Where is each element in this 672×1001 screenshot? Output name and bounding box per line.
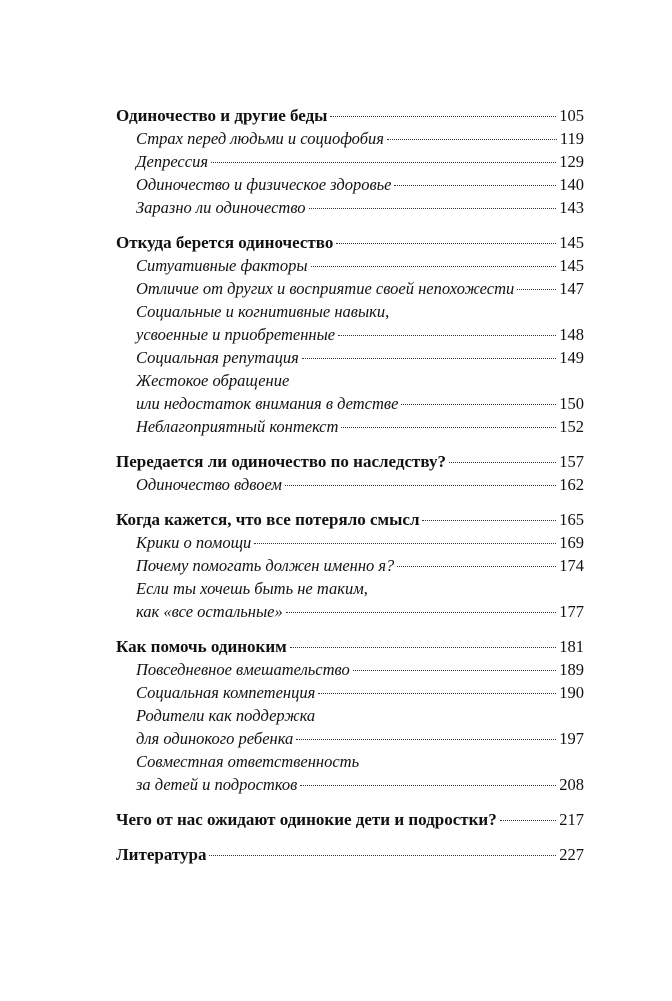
chapter-title: Литература (116, 845, 207, 864)
subsection-title: Крики о помощи (136, 533, 252, 552)
subsection-title: Заразно ли одиночество (136, 198, 306, 217)
dot-leader (330, 116, 556, 117)
dot-leader (302, 358, 557, 359)
subsection-title: за детей и подростков (136, 775, 298, 794)
subsection-title: Совместная ответственность (136, 752, 360, 771)
dot-leader (209, 855, 556, 856)
toc-subsection-entry[interactable] (116, 323, 584, 346)
dot-leader (285, 485, 556, 486)
toc-subsection-entry[interactable] (116, 577, 584, 600)
toc-subsection-entry[interactable] (116, 658, 584, 681)
page-number: 145 (559, 256, 584, 275)
toc-section (116, 231, 584, 438)
toc-subsection-entry[interactable] (116, 346, 584, 369)
page-number: 149 (559, 348, 584, 367)
page-number: 169 (559, 533, 584, 552)
dot-leader (387, 139, 557, 140)
toc-subsection-entry[interactable] (116, 127, 584, 150)
page-number: 174 (559, 556, 584, 575)
toc-subsection-entry[interactable] (116, 704, 584, 727)
subsection-title: усвоенные и приобретенные (136, 325, 336, 344)
page-number: 105 (559, 106, 584, 125)
toc-section (116, 808, 584, 831)
subsection-title: Социальные и когнитивные навыки, (136, 302, 390, 321)
dot-leader (401, 404, 556, 405)
page-number: 227 (559, 845, 584, 864)
toc-section (116, 843, 584, 866)
dot-leader (338, 335, 556, 336)
toc-chapter-entry[interactable] (116, 635, 584, 658)
toc-subsection-entry[interactable] (116, 473, 584, 496)
toc-chapter-entry[interactable] (116, 808, 584, 831)
toc-subsection-entry[interactable] (116, 554, 584, 577)
dot-leader (397, 566, 556, 567)
chapter-title: Одиночество и другие беды (116, 106, 328, 125)
page-number: 197 (559, 729, 584, 748)
toc-section (116, 104, 584, 219)
subsection-title: Ситуативные факторы (136, 256, 308, 275)
toc-subsection-entry[interactable] (116, 173, 584, 196)
subsection-title: Повседневное вмешательство (136, 660, 350, 679)
subsection-title: Почему помогать должен именно я? (136, 556, 395, 575)
toc-subsection-entry[interactable] (116, 254, 584, 277)
subsection-title: Если ты хочешь быть не таким, (136, 579, 368, 598)
toc-chapter-entry[interactable] (116, 104, 584, 127)
dot-leader (309, 208, 557, 209)
subsection-title: Родители как поддержка (136, 706, 316, 725)
subsection-title: как «все остальные» (136, 602, 283, 621)
chapter-title: Когда кажется, что все потеряло смысл (116, 510, 420, 529)
toc-chapter-entry[interactable] (116, 450, 584, 473)
toc-section (116, 450, 584, 496)
page-number: 189 (559, 660, 584, 679)
toc-chapter-entry[interactable] (116, 508, 584, 531)
toc-subsection-entry[interactable] (116, 531, 584, 554)
dot-leader (254, 543, 556, 544)
page-number: 177 (559, 602, 584, 621)
subsection-title: Депрессия (136, 152, 208, 171)
subsection-title: Социальная репутация (136, 348, 299, 367)
subsection-title: или недостаток внимания в детстве (136, 394, 399, 413)
page-number: 129 (559, 152, 584, 171)
page-number: 152 (559, 417, 584, 436)
subsection-title: Страх перед людьми и социофобия (136, 129, 384, 148)
dot-leader (353, 670, 557, 671)
toc-subsection-entry[interactable] (116, 600, 584, 623)
dot-leader (422, 520, 556, 521)
page-number: 208 (559, 775, 584, 794)
toc-chapter-entry[interactable] (116, 843, 584, 866)
table-of-contents (116, 104, 584, 878)
page-number: 157 (559, 452, 584, 471)
dot-leader (211, 162, 556, 163)
dot-leader (300, 785, 556, 786)
toc-section (116, 635, 584, 796)
page-number: 217 (559, 810, 584, 829)
dot-leader (336, 243, 556, 244)
toc-subsection-entry[interactable] (116, 277, 584, 300)
chapter-title: Откуда берется одиночество (116, 233, 334, 252)
toc-subsection-entry[interactable] (116, 196, 584, 219)
dot-leader (449, 462, 556, 463)
page-number: 148 (559, 325, 584, 344)
toc-subsection-entry[interactable] (116, 415, 584, 438)
toc-subsection-entry[interactable] (116, 681, 584, 704)
toc-subsection-entry[interactable] (116, 773, 584, 796)
toc-subsection-entry[interactable] (116, 300, 584, 323)
subsection-title: Отличие от других и восприятие своей непохожести (136, 279, 515, 298)
page-number: 140 (559, 175, 584, 194)
page-number: 150 (559, 394, 584, 413)
toc-section (116, 508, 584, 623)
toc-chapter-entry[interactable] (116, 231, 584, 254)
page-number: 181 (559, 637, 584, 656)
dot-leader (311, 266, 557, 267)
page-number: 190 (559, 683, 584, 702)
subsection-title: Жестокое обращение (136, 371, 290, 390)
page-number: 145 (559, 233, 584, 252)
dot-leader (290, 647, 557, 648)
toc-subsection-entry[interactable] (116, 150, 584, 173)
dot-leader (394, 185, 556, 186)
page-number: 162 (559, 475, 584, 494)
dot-leader (318, 693, 556, 694)
toc-subsection-entry[interactable] (116, 727, 584, 750)
toc-subsection-entry[interactable] (116, 750, 584, 773)
page-number: 147 (559, 279, 584, 298)
page-number: 165 (559, 510, 584, 529)
dot-leader (500, 820, 557, 821)
dot-leader (341, 427, 556, 428)
dot-leader (286, 612, 557, 613)
subsection-title: Неблагоприятный контекст (136, 417, 339, 436)
dot-leader (296, 739, 556, 740)
page-number: 143 (559, 198, 584, 217)
toc-subsection-entry[interactable] (116, 392, 584, 415)
subsection-title: Одиночество вдвоем (136, 475, 282, 494)
chapter-title: Чего от нас ожидают одинокие дети и подростки? (116, 810, 497, 829)
subsection-title: для одинокого ребенка (136, 729, 294, 748)
chapter-title: Передается ли одиночество по наследству? (116, 452, 446, 471)
subsection-title: Социальная компетенция (136, 683, 316, 702)
subsection-title: Одиночество и физическое здоровье (136, 175, 392, 194)
toc-subsection-entry[interactable] (116, 369, 584, 392)
dot-leader (517, 289, 556, 290)
page-number: 119 (559, 129, 584, 148)
chapter-title: Как помочь одиноким (116, 637, 287, 656)
